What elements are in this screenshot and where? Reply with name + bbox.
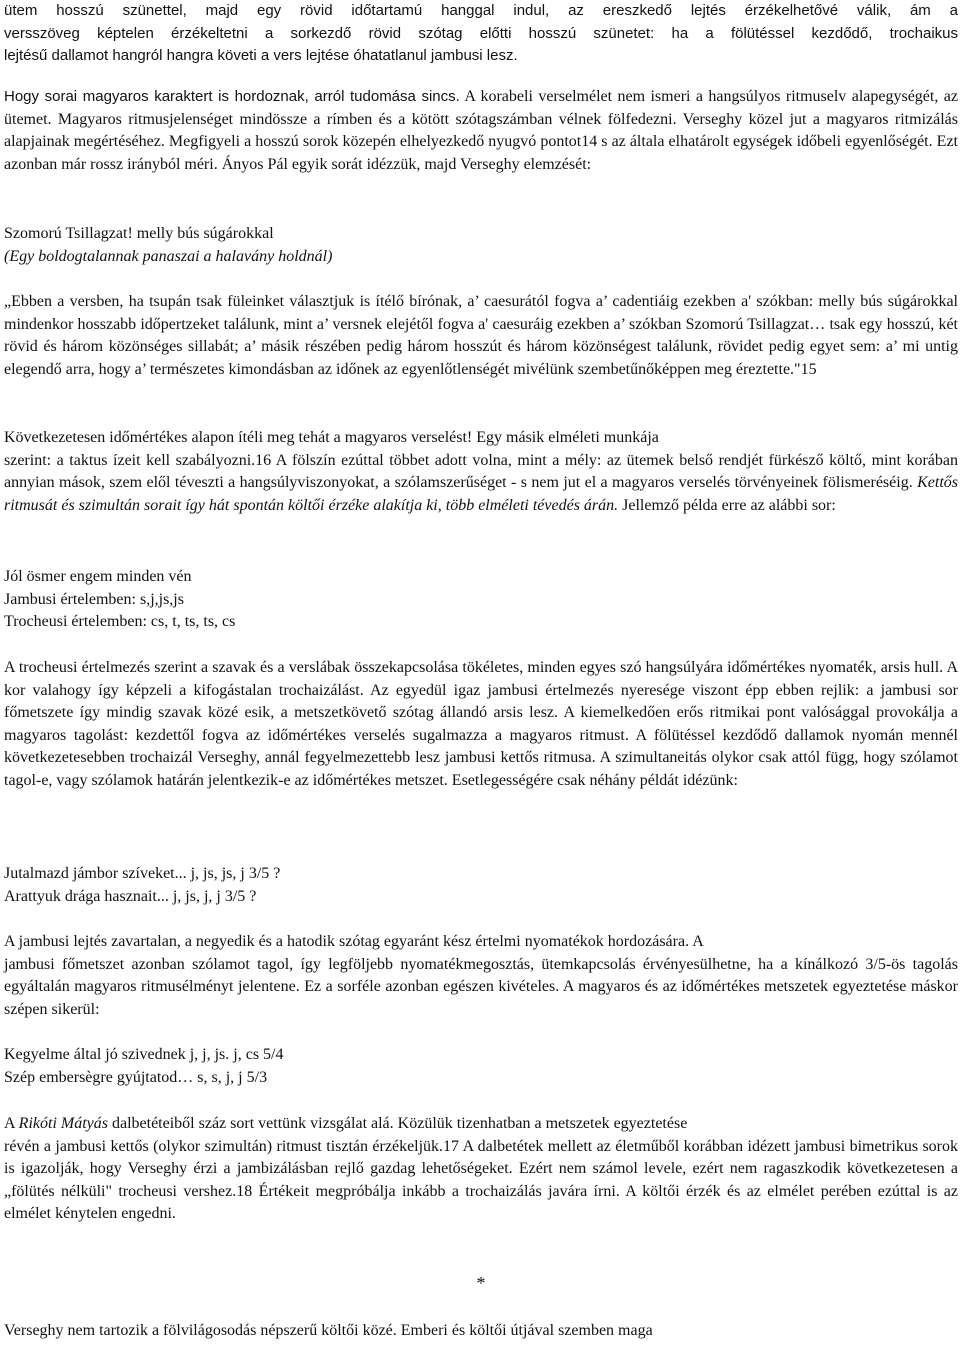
text-run-serif: A korabeli verselmélet nem ismeri a hangsúlyos ritmuselv alapegységét, az ütemet. Magyaros ritmusjelenséget mindössze a rímben és a kötött szótagszámban vélnek fölfedezni. Verseghy közel jut a magyaros ritmizálás alapjainak megértéséhez. Megfigyeli a hosszú sorok közepén elhelyezkedő nyugvó pontot14 s az általa elhatárolt egységek időbeli egyenlőségét. Ezt azonban már rossz irányból méri. Ányos Pál egyik sorát idézzük, majd Verseghy elemzését: <box>4 88 958 173</box>
italic-run: Kettős ritmusát és szimultán sorait így hát spontán költői érzéke alakítja ki, több elméleti tévedés árán. <box>4 474 958 514</box>
paragraph-magyaros-karakter <box>4 86 958 176</box>
scansion-line: Trocheusi értelemben: cs, t, ts, ts, cs <box>4 613 236 630</box>
paragraph-verseghy-quote: „Ebben a versben, ha tsupán tsak füleinket választjuk is ítélő bírónak, a’ caesurától fogva a’ cadentiáig ezekben a' szókban: melly bús súgárokkal mindenkor hosszabb időpertzeket találunk, mint a’ versnek elejétől fogva a' caesuráig ezekben a’ szókban Szomorú Tsillagzat… tsak egy hosszú, két rövid és három közönséges sillabát; a’ másik részében pedig három hosszút és három közönségest találunk, rövidet pedig egyet sem: a’ mi untig elegendő arra, hogy a’ természetes kimondásban az időnek az egyenlőtlenségét mivélünk szembetűnőképpen meg éreztette."15 <box>4 293 958 378</box>
example-jutalmazd <box>4 863 958 908</box>
example-kegyelme <box>4 1044 958 1089</box>
verse-line: Szép embersègre gyújtatod… s, s, j, j 5/3 <box>4 1068 268 1086</box>
text-run: szerint: a taktus ízeit kell szabályozni.16 A fölszín ezúttal többet adott volna, mint a mély: az ütemek belső rendjét fürkésző költő, mint korában annyian mások, szem elől téveszti a hangsúlyviszonyokat, a szólamszerűséget - s nem jut el a magyaros verselés törvényeinek fölismeréséig. <box>4 451 958 491</box>
section-separator: * <box>476 1273 486 1293</box>
paragraph-intro <box>4 0 958 68</box>
paragraph-final <box>4 1320 958 1343</box>
text-line <box>4 1113 958 1136</box>
quote-anyos-pal <box>4 223 958 268</box>
quote-source: (Egy boldogtalannak panaszai a halavány holdnál) <box>4 247 333 265</box>
work-title: Rikóti Mátyás <box>18 1115 108 1132</box>
text-run: Jellemző példa erre az alábbi sor: <box>618 496 836 514</box>
text-block <box>4 450 958 518</box>
paragraph-trocheusi: A trocheusi értelmezés szerint a szavak és a verslábak összekapcsolása tökéletes, minden egyes szó hangsúlyára időmértékes nyomaték, arsis hull. A kor valahogy így képzeli a kifogástalan trochaizálást. Az egyedül igaz jambusi értelmezés nyeresége viszont épp ebben rejlik: a jambusi sor főmetszete így mindig szavak közé esik, a metszetkövető szótag állandó arsis lesz. A kiemelkedően erős ritmikai pont valósággal provokálja a magyaros tagolást: kezdettől fogva az időmértékes verselés sugalmazza a magyaros ritmust. A fölütéssel kezdődő dallamok nyomán mennél következetesebben trochaizál Verseghy, annál fegyelmezettebb lesz jambusi kettős ritmusa. A szimultaneitás olykor csak attól függ, hogy szólamot tagol-e, vagy szólamok határán jelentkezik-e az időmértékes metszet. Esetlegességére csak néhány példát idézünk: <box>4 659 958 789</box>
verse-line: Jutalmazd jámbor szíveket... j, js, js, j 3/5 ? <box>4 865 281 882</box>
paragraph-jambusi-lejtes <box>4 931 958 1021</box>
paragraph-rikoti-matyas <box>4 1113 958 1226</box>
text-line: lejtésű dallamot hangról hangra követi a vers lejtése óhatatlanul jambusi lesz. <box>4 47 518 64</box>
quote-line: Szomorú Tsillagzat! melly bús súgárokkal <box>4 225 274 242</box>
paragraph-kovetkezetesen <box>4 427 958 517</box>
text-run-sans: Hogy sorai magyaros karaktert is hordoznak, arról tudomása sincs. <box>4 88 460 105</box>
text-run: dalbetéteiből száz sort vettünk vizsgálat alá. Közülük tizenhatban a metszetek egyeztetése <box>107 1115 688 1132</box>
text-line: Következetesen időmértékes alapon ítéli meg tehát a magyaros verselést! Egy másik elméleti munkája <box>4 429 659 446</box>
verse-line: Arattyuk drága hasznait... j, js, j, j 3/5 ? <box>4 887 257 905</box>
text-block: jambusi főmetszet azonban szólamot tagol, így legföljebb nyomatékmegosztás, ütemkapcsolás érvényesülhetne, ha a kínálkozó 3/5-ös tagolás egyáltalán magyaros ritmusélményt jelentene. Ez a sorféle azonban egészen kivételes. A magyaros és az időmértékes metszetek egyeztetése máskor szépen sikerül: <box>4 955 958 1018</box>
text-line: Verseghy nem tartozik a fölvilágosodás népszerű költői közé. Emberi és költői útjával szemben maga <box>4 1322 653 1339</box>
text-run: A <box>4 1115 19 1132</box>
scansion-line: Jambusi értelemben: s,j,js,js <box>4 590 184 608</box>
verse-line: Kegyelme által jó szivednek j, j, js. j, cs 5/4 <box>4 1046 284 1063</box>
text-line: ütem hosszú szünettel, majd egy rövid időtartamú hanggal indul, az ereszkedő lejtés érzékelhetővé válik, ám a <box>4 2 958 19</box>
verse-line: Jól ösmer engem minden vén <box>4 568 192 585</box>
text-block: révén a jambusi kettős (olykor szimultán) ritmust tisztán érzékeljük.17 A dalbetétek mellett az életműből korábban idézett jambusi bimetrikus sorok is igazolják, hogy Verseghy érzi a jambizálásban rejlő gazdag lehetőségeket. Ezért nem számol levele, ezért nem ragaszkodik következetesen a „fölütés nélküli" trocheusi vershez.18 Értékeit megpróbálja inkább a trochaizálás javára írni. A költői érzék és az elmélet perében ezúttal is az elmélet kénytelen engedni. <box>4 1137 958 1222</box>
text-line: versszöveg képtelen érzékeltetni a sorkezdő rövid szótag előtti hosszú szünetet: ha a fölütéssel kezdődő, trochaikus <box>4 24 958 42</box>
text-line: A jambusi lejtés zavartalan, a negyedik és a hatodik szótag egyaránt kész értelmi nyomatékok hordozására. A <box>4 933 704 950</box>
example-jol-osmer <box>4 566 958 634</box>
